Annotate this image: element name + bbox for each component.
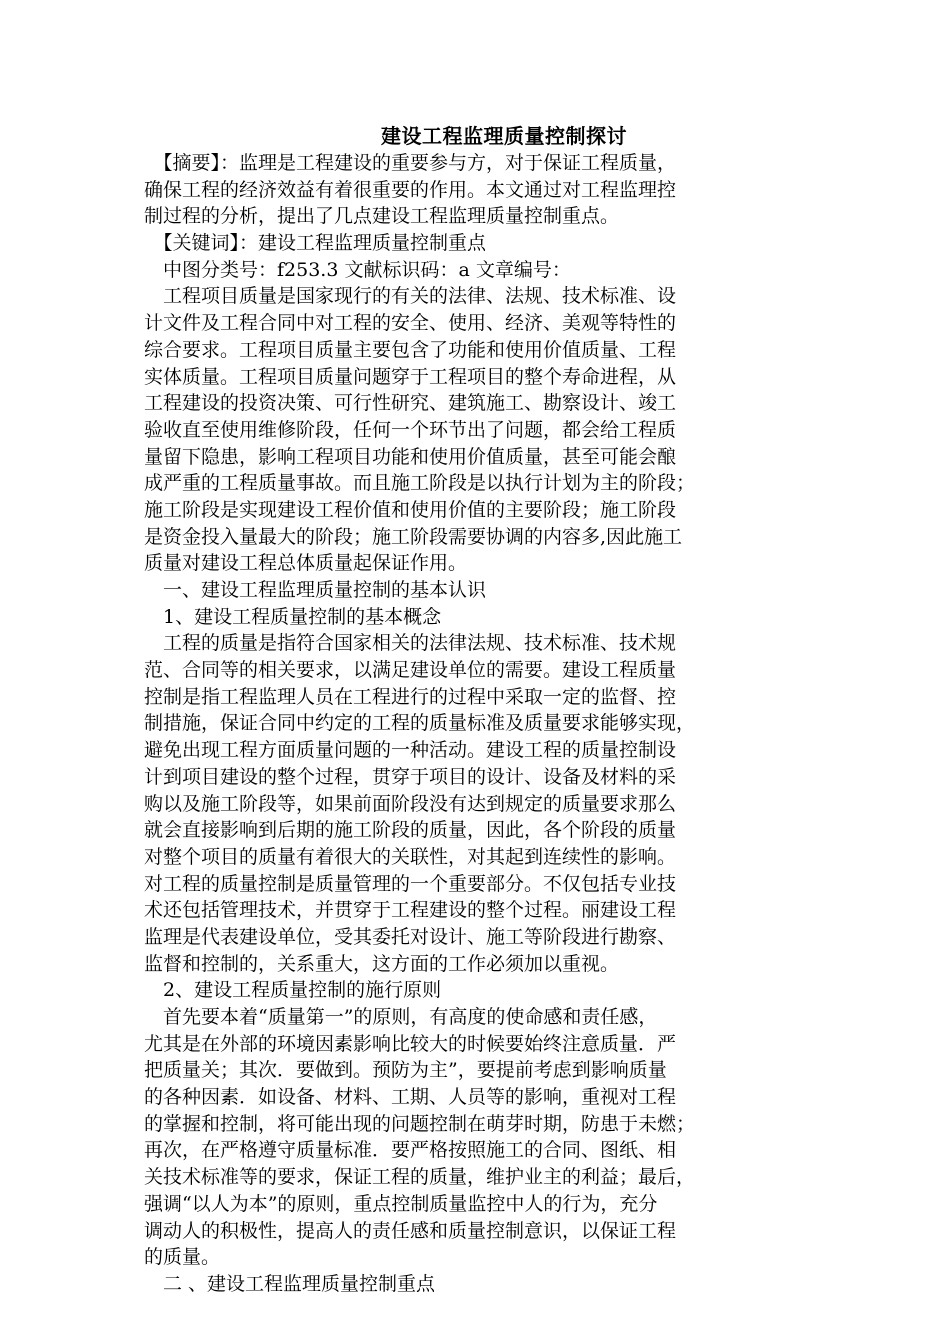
text-line: 把质量关；其次．要做到。预防为主”，要提前考虑到影响质量 xyxy=(144,1059,667,1082)
text-line: 范、合同等的相关要求，以满足建设单位的需要。建设工程质量 xyxy=(144,659,677,682)
text-line: 确保工程的经济效益有着很重要的作用。本文通过对工程监理控 xyxy=(144,178,677,201)
text-line: 成严重的工程质量事故。而且施工阶段是以执行计划为主的阶段； xyxy=(144,472,696,495)
text-line: 术还包括管理技术，并贯穿于工程建设的整个过程。丽建设工程 xyxy=(144,899,677,922)
text-line: 控制是指工程监理人员在工程进行的过程中采取一定的监督、控 xyxy=(144,685,677,708)
text-line: 验收直至使用维修阶段，任何一个环节出了问题，都会给工程质 xyxy=(144,418,677,441)
text-line: 制过程的分析，提出了几点建设工程监理质量控制重点。 xyxy=(144,205,620,228)
text-line: 对整个项目的质量有着很大的关联性，对其起到连续性的影响。 xyxy=(144,845,677,868)
text-line: 调动人的积极性，提高人的责任感和质量控制意识，以保证工程 xyxy=(144,1219,677,1242)
text-line: 工程项目质量是国家现行的有关的法律、法规、技术标准、设 xyxy=(144,285,677,308)
text-line: 【关键词】：建设工程监理质量控制重点 xyxy=(144,232,487,255)
text-line: 中图分类号：f253.3 文献标识码：a 文章编号： xyxy=(144,258,571,281)
text-line: 工程的质量是指符合国家相关的法律法规、技术标准、技术规 xyxy=(144,632,677,655)
text-line: 强调“以人为本”的原则，重点控制质量监控中人的行为，充分 xyxy=(144,1192,658,1215)
text-line: 首先要本着“质量第一”的原则，有高度的使命感和责任感， xyxy=(144,1006,658,1028)
text-line: 尤其是在外部的环境因素影响比较大的时候要始终注意质量．严 xyxy=(144,1032,677,1055)
text-line: 工程建设的投资决策、可行性研究、建筑施工、勘察设计、竣工 xyxy=(144,392,677,415)
text-line: 制措施，保证合同中约定的工程的质量标准及质量要求能够实现， xyxy=(144,712,696,735)
text-line: 实体质量。工程项目质量问题穿于工程项目的整个寿命进程，从 xyxy=(144,365,677,388)
text-line: 计文件及工程合同中对工程的安全、使用、经济、美观等特性的 xyxy=(144,312,677,335)
text-line: 关技术标准等的要求，保证工程的质量，维护业主的利益；最后， xyxy=(144,1166,696,1189)
text-line: 对工程的质量控制是质量管理的一个重要部分。不仅包括专业技 xyxy=(144,872,677,895)
text-line: 1、建设工程质量控制的基本概念 xyxy=(144,605,442,628)
text-line: 的掌握和控制，将可能出现的问题控制在萌芽时期，防患于未燃； xyxy=(144,1112,696,1135)
text-line: 的质量。 xyxy=(144,1246,221,1269)
text-line: 一、建设工程监理质量控制的基本认识 xyxy=(144,579,487,601)
text-line: 量留下隐患，影响工程项目功能和使用价值质量，甚至可能会酿 xyxy=(144,445,677,468)
document-body xyxy=(144,150,794,1298)
document-title: 建设工程监理质量控制探讨 xyxy=(381,124,627,148)
text-line: 2、建设工程质量控制的施行原则 xyxy=(144,979,442,1002)
text-line: 的各种因素．如设备、材料、工期、人员等的影响，重视对工程 xyxy=(144,1086,677,1109)
text-line: 是资金投入量最大的阶段；施工阶段需要协调的内容多,因此施工 xyxy=(144,525,683,548)
text-line: 【摘要】：监理是工程建设的重要参与方，对于保证工程质量， xyxy=(144,152,677,174)
text-line: 再次，在严格遵守质量标准．要严格按照施工的合同、图纸、相 xyxy=(144,1139,677,1162)
text-line: 监督和控制的，关系重大，这方面的工作必须加以重视。 xyxy=(144,952,620,975)
text-line: 监理是代表建设单位，受其委托对设计、施工等阶段进行勘察、 xyxy=(144,925,677,948)
text-line: 计到项目建设的整个过程，贯穿于项目的设计、设备及材料的采 xyxy=(144,765,677,788)
text-line: 综合要求。工程项目质量主要包含了功能和使用价值质量、工程 xyxy=(144,338,677,361)
text-line: 二 、建设工程监理质量控制重点 xyxy=(144,1272,436,1295)
text-line: 就会直接影响到后期的施工阶段的质量，因此，各个阶段的质量 xyxy=(144,819,677,842)
text-line: 施工阶段是实现建设工程价值和使用价值的主要阶段；施工阶段 xyxy=(144,498,677,521)
text-line: 避免出现工程方面质量问题的一种活动。建设工程的质量控制设 xyxy=(144,739,677,762)
text-line: 购以及施工阶段等，如果前面阶段没有达到规定的质量要求那么 xyxy=(144,792,677,815)
text-line: 质量对建设工程总体质量起保证作用。 xyxy=(144,552,468,575)
